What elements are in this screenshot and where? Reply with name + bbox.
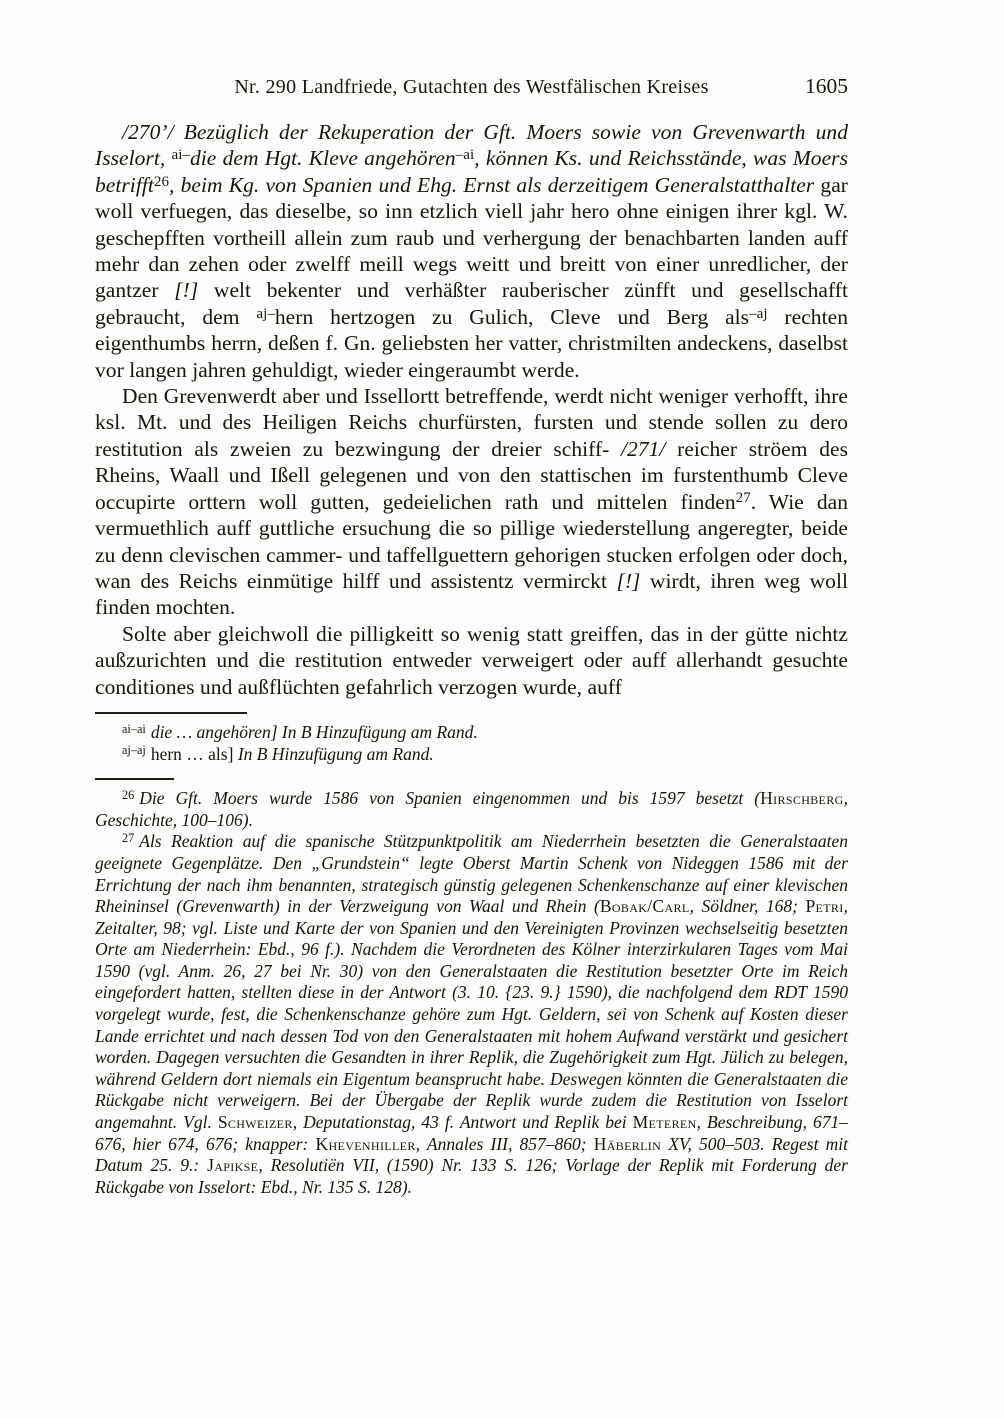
text-run: Solte aber gleichwoll die pilligkeitt so wenig statt greiffen, das in der gütte nichtz außzurichten und die restitution entweder verweigert oder auff allerhandt gesuchte conditiones und außflüchten gefahrlich verzogen wurde, auff (95, 621, 848, 699)
footnotes-section (95, 788, 848, 1198)
smallcaps-name: Meteren (632, 1112, 697, 1133)
text-run-italic: , Resolutiën VII, (1590) Nr. 133 S. 126; Vorlage der Replik mit Forderung der Rückgabe von Isselort: Ebd., Nr. 135 S. 128). (95, 1155, 848, 1197)
text-run-italic: , Beschreibung, 671–676, hier 674, 676; knapper: (95, 1112, 848, 1154)
page-number: 1605 (805, 74, 848, 98)
smallcaps-name: Japikse (207, 1155, 259, 1176)
page-header (95, 76, 848, 104)
superscript-marker: aj– (256, 305, 275, 322)
text-run-italic: [!] (174, 278, 199, 303)
paragraph-3 (95, 621, 848, 700)
text-run-italic: Als Reaktion auf die spanische Stützpunktpolitik am Niederrhein besetzten die Generalstaaten geeignete Gegenplätze. Den „Grundstein“ legte Oberst Martin Schenk von Nideggen 1586 mit der Errichtung der nach ihm benannten, strategisch günstig gelegenen Schenkenschanze auf einer klevischen Rheininsel (Grevenwarth) in der Verzweigung von Waal und Rhein ( (95, 831, 848, 917)
text-run-italic: , können Ks. und Reichsstände, was Moers betrifft (95, 146, 848, 197)
text-run-italic: , Söldner, 168; (689, 896, 806, 917)
text-run-italic: , Deputationstag, 43 f. Antwort und Replik bei (292, 1112, 633, 1133)
superscript-marker: aj–aj (122, 743, 146, 758)
text-run: wirdt, ihren weg woll finden mochten. (95, 568, 848, 620)
smallcaps-name: Hirschberg (760, 788, 844, 809)
text-run-italic: , Geschichte, 100–106). (95, 788, 848, 830)
footnote-27 (95, 831, 848, 1198)
text-run: gar woll verfuegen, das dieselbe, so inn etzlich viell jahr hero ohne einigen ihrer kgl. W. geschepfften vortheill allein zum raub und verhergung der benachbarten landen auff mehr dan zehen oder zwelff meill wegs weitt und breitt von einer unredlicher, der gantzer (95, 172, 849, 303)
text-run-italic: /271/ (621, 436, 666, 461)
superscript-marker: ai–ai (122, 721, 146, 736)
text-run-italic: die dem Hgt. Kleve angehören (190, 146, 456, 171)
superscript-marker: 26 (122, 787, 135, 802)
apparatus-note-aj (95, 744, 848, 766)
smallcaps-name: Khevenhiller (315, 1133, 416, 1154)
footnote-26 (95, 788, 848, 831)
paragraph-2 (95, 383, 848, 621)
text-run: hern hertzogen zu Gulich, Cleve und Berg als (274, 304, 750, 329)
text-run: hern … als] (150, 743, 238, 764)
superscript-marker: 27 (122, 831, 135, 846)
text-run: Den Grevenwerdt aber und Issellortt betreffende, werdt nicht weniger verhofft, ihre ksl. Mt. und des Heiligen Reichs churfürsten, fursten und stende sollen zu dero restitution als zweien zu bezwingung der dreier schiff- (95, 384, 848, 461)
text-run-italic: In B Hinzufügung am Rand. (237, 743, 434, 764)
superscript-marker: –aj (749, 305, 768, 322)
text-run-italic: XV, 500–503. Regest mit Datum 25. 9.: (95, 1133, 848, 1176)
superscript-marker: –ai (455, 147, 475, 164)
smallcaps-name: Petri (805, 896, 844, 917)
main-text-block (95, 119, 848, 700)
text-run-italic: , beim Kg. von Spanien und Ehg. Ernst als derzeitigem Generalstatthalter (169, 172, 815, 197)
apparatus-note-ai (95, 722, 848, 744)
smallcaps-name: Häberlin (593, 1133, 662, 1154)
superscript-marker: 27 (735, 490, 751, 507)
critical-apparatus (95, 722, 848, 765)
text-run: . Wie dan vermuethlich auff guttliche ersuchung die so pillige wiederstellung angeregter, beide zu denn clevischen cammer- und taffellguettern gehorigen stucken erfolgen oder doch, wan des Reichs einmütige hilff und assistentz vermirckt (95, 489, 848, 593)
text-run-italic: , Zeitalter, 98; vgl. Liste und Karte der von Spanien und den Vereinigten Provinzen wechselseitig besetzten Orte am Niederrhein: Ebd., 96 f.). Nachdem die Verordneten des Kölner interzirkularen Tages vom Mai 1590 (vgl. Anm. 26, 27 bei Nr. 30) von den Generalstaaten die Restitution besetzter Orte im Reich eingefordert hatten, stellten diese in der Antwort (3. 10. {23. 9.} 1590), die nachfolgend dem RDT 1590 vorgelegt wurde, fest, die Schenkenschanze gehöre zum Hgt. Geldern, sei von Schenk auf Kosten dieser Lande errichtet und nach dessen Tod von den Generalstaaten mit hohem Aufwand verstärkt und gesichert worden. Dagegen versuchten die Gesandten in ihrer Replik, die Zugehörigkeit zum Hgt. Jülich zu belegen, während Geldern dort niemals ein Eigentum beansprucht habe. Deswegen könnten die Generalstaaten die Rückgabe nicht verweigern. Bei der Übergabe der Replik wurde zudem die Restitution von Isselort angemahnt. Vgl. (95, 896, 848, 1133)
apparatus-separator-rule (95, 712, 247, 714)
text-run-italic: [!] (616, 568, 641, 593)
text-run: rechten eigenthumbs herrn, deßen f. Gn. geliebsten her vatter, christmilten andeckens, daselbst vor langen jahren gehuldigt, wieder eingeraumbt werde. (95, 304, 848, 382)
text-run: welt bekenter und verhäßter rauberischer zünfft und gesellschafft gebraucht, dem (95, 278, 848, 329)
text-run-italic: die … angehören] In B Hinzufügung am Rand. (150, 721, 478, 742)
text-run-italic: , Annales III, 857–860; (415, 1133, 594, 1154)
text-run-italic: /270’/ Bezüglich der Rekuperation der Gft. Moers sowie von Grevenwarth und Isselort, (95, 120, 848, 171)
superscript-marker: ai– (171, 147, 190, 164)
footnote-separator-rule (95, 778, 174, 780)
smallcaps-name: Schweizer (217, 1112, 293, 1133)
smallcaps-name: Bobak/Carl (599, 896, 690, 917)
superscript-marker: 26 (153, 173, 170, 190)
text-run-italic: Die Gft. Moers wurde 1586 von Spanien eingenommen und bis 1597 besetzt ( (139, 788, 761, 809)
text-run: reicher ströem des Rheins, Waall und Ißell gelegenen und von den stattischen im furstenthumb Cleve occupirte orttern woll gutten, gedeielichen rath und mittelen finden (95, 436, 848, 514)
paragraph-1 (95, 119, 848, 383)
running-title: Nr. 290 Landfriede, Gutachten des Westfälischen Kreises (234, 76, 709, 98)
